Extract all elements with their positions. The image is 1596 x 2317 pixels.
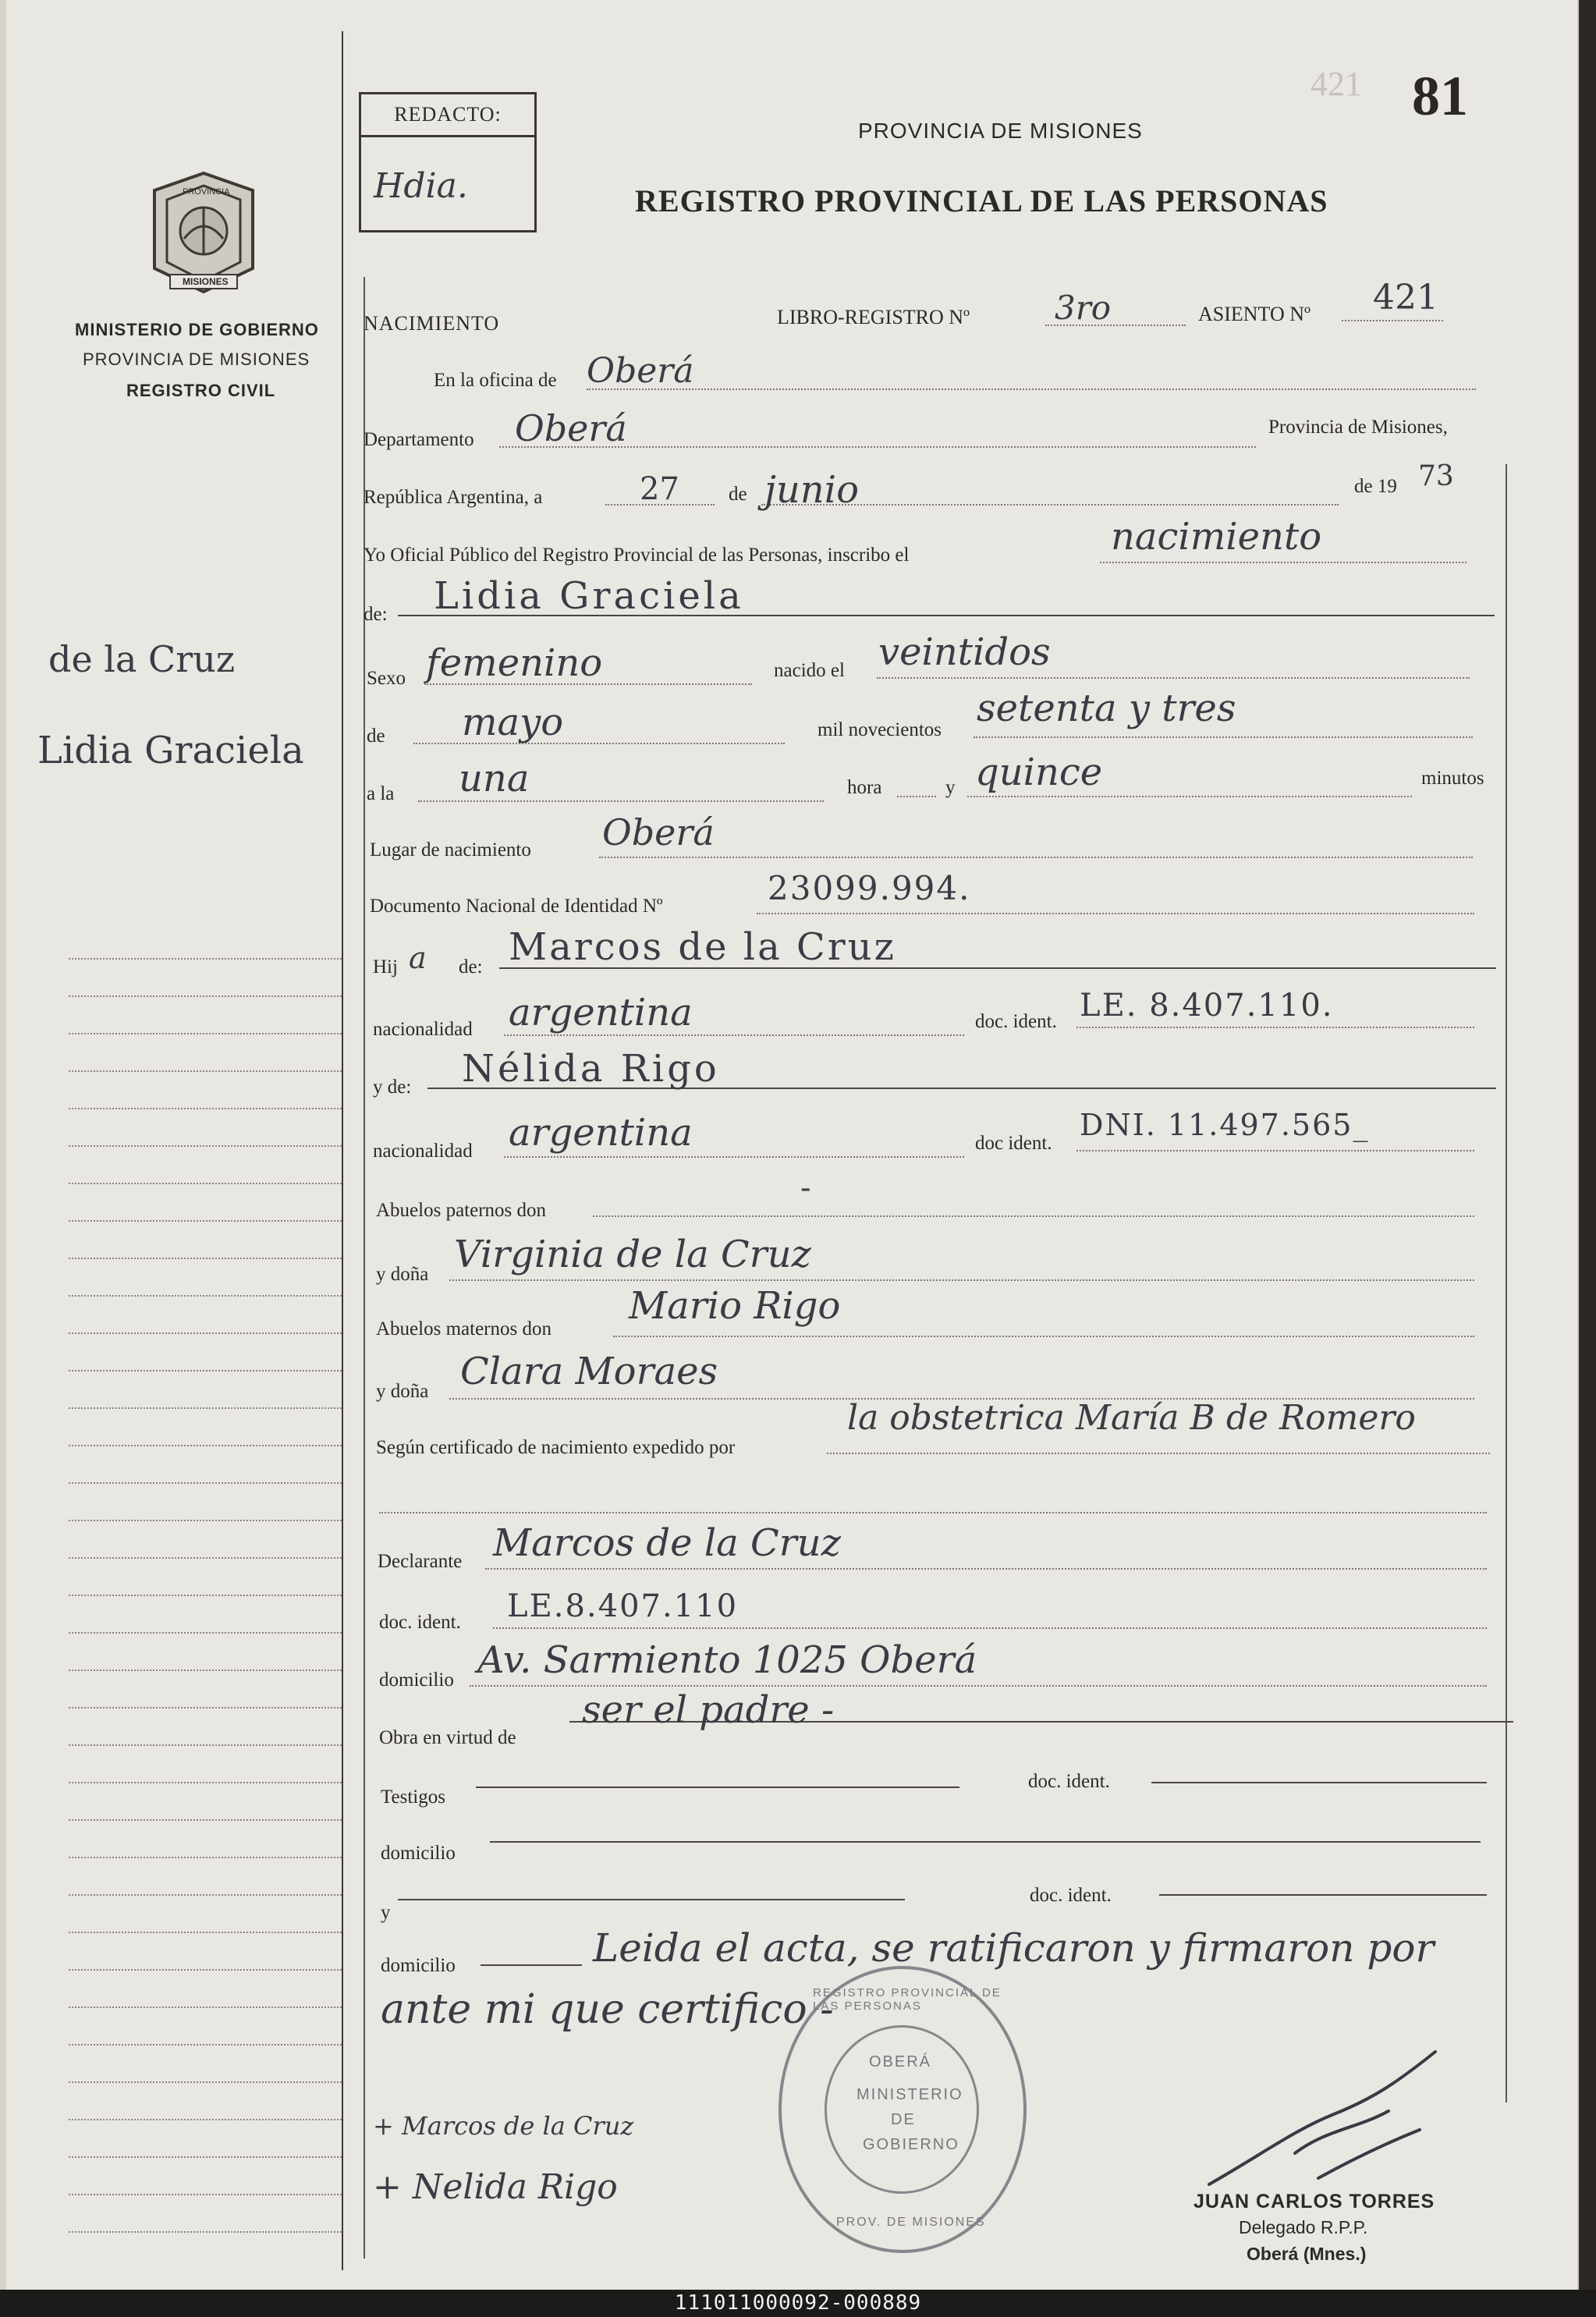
margin-line	[69, 1145, 342, 1147]
inscribo-line	[1100, 562, 1467, 563]
margin-line	[69, 2194, 342, 2195]
margin-line	[69, 2156, 342, 2158]
mil-label: mil novecientos	[818, 719, 942, 740]
margin-line	[69, 1595, 342, 1596]
header-registry-title: REGISTRO PROVINCIAL DE LAS PERSONAS	[635, 183, 1328, 218]
margin-line	[69, 2044, 342, 2046]
margin-line	[69, 1969, 342, 1971]
stamp-center-line2: MINISTERIO	[857, 2086, 963, 2103]
margin-line	[69, 1332, 342, 1334]
dia-value: 27	[640, 471, 679, 507]
nombre-label: de:	[364, 604, 388, 625]
seal-top-text: PROVINCIA	[183, 187, 230, 197]
dni-line	[757, 913, 1474, 914]
abuela-paterna-line	[449, 1279, 1474, 1281]
margin-line	[69, 1782, 342, 1783]
officer-title: Delegado R.P.P.	[1239, 2217, 1368, 2237]
margin-line	[69, 2119, 342, 2120]
dni-value: 23099.994.	[768, 869, 971, 907]
abuela-paterna-value: Virginia de la Cruz	[454, 1233, 811, 1276]
domicilio-2-label: domicilio	[381, 1955, 456, 1976]
margin-line	[69, 1220, 342, 1222]
anio-label: de 19	[1354, 476, 1397, 497]
margin-line	[69, 2081, 342, 2083]
mil-line	[974, 736, 1473, 738]
redacto-box	[359, 92, 537, 232]
abuela-paterna-label: y doña	[376, 1264, 429, 1285]
testigo-2-label: y	[381, 1902, 391, 1923]
margin-note-names: Lidia Graciela	[37, 729, 304, 772]
margin-line	[69, 1857, 342, 1858]
madre-doc-value: DNI. 11.497.565_	[1080, 1108, 1370, 1142]
margin-line	[69, 1557, 342, 1559]
nombre-value: Lidia Graciela	[434, 574, 744, 618]
testigos-doc-line	[1151, 1782, 1487, 1783]
folio-faint: 421	[1310, 65, 1362, 103]
margin-line	[69, 1819, 342, 1821]
hijo-suffix: a	[409, 941, 427, 975]
nacido-value: veintidos	[878, 630, 1051, 674]
domicilio-2-line	[481, 1964, 582, 1966]
certificado-value: la obstetrica María B de Romero	[847, 1398, 1416, 1438]
margin-line	[69, 1894, 342, 1896]
dni-label: Documento Nacional de Identidad Nº	[370, 896, 663, 917]
officer-name: JUAN CARLOS TORRES	[1193, 2191, 1435, 2212]
stamp-ring-text-bottom: PROV. DE MISIONES	[836, 2216, 986, 2229]
padre-value: Marcos de la Cruz	[509, 925, 896, 969]
margin-line	[69, 958, 342, 960]
oficina-line	[587, 389, 1476, 390]
record-type: NACIMIENTO	[364, 312, 500, 335]
minutos-line	[967, 796, 1412, 797]
margin-line	[69, 2231, 342, 2233]
asiento-label: ASIENTO Nº	[1198, 303, 1311, 325]
official-stamp	[778, 1966, 1027, 2253]
closing-statement-line2: ante mi que certifico -	[381, 1986, 834, 2033]
seal-bottom-text: MISIONES	[183, 276, 229, 287]
certificado-line-2	[379, 1512, 1487, 1513]
padre-nacionalidad-value: argentina	[509, 991, 693, 1034]
coat-of-arms-seal	[139, 167, 268, 298]
mil-value: setenta y tres	[977, 687, 1236, 730]
madre-doc-line	[1076, 1150, 1474, 1151]
abuelos-paternos-label: Abuelos paternos don	[376, 1200, 547, 1221]
declarante-value: Marcos de la Cruz	[493, 1521, 841, 1565]
oficina-label: En la oficina de	[434, 370, 557, 391]
margin-line	[69, 1482, 342, 1484]
abuelos-paternos-line	[593, 1215, 1474, 1217]
hora-label: hora	[847, 777, 882, 798]
testigos-doc-label: doc. ident.	[1028, 1771, 1110, 1792]
obra-value: ser el padre -	[582, 1688, 835, 1732]
certificado-line	[827, 1453, 1490, 1454]
testigos-line	[476, 1787, 959, 1788]
sexo-value: femenino	[426, 641, 603, 685]
testigo-2-line	[398, 1899, 905, 1900]
nacido-label: nacido el	[774, 660, 845, 681]
mes-value: junio	[764, 468, 859, 512]
provincia-suffix: Provincia de Misiones,	[1268, 417, 1448, 438]
abuelos-maternos-label: Abuelos maternos don	[376, 1318, 552, 1339]
madre-nacionalidad-value: argentina	[509, 1111, 693, 1155]
signature-declarante: + Marcos de la Cruz	[373, 2111, 634, 2141]
ministry-title: MINISTERIO DE GOBIERNO	[75, 320, 319, 339]
padre-doc-line	[1076, 1027, 1474, 1028]
declarante-domicilio-line	[470, 1685, 1487, 1687]
testigo-2-doc-label: doc. ident.	[1030, 1885, 1112, 1906]
departamento-value: Oberá	[515, 407, 627, 449]
republica-label: República Argentina, a	[364, 487, 543, 508]
abuelos-paternos-don-value: -	[800, 1170, 811, 1206]
asiento-value: 421	[1373, 278, 1438, 318]
folio-number: 81	[1412, 65, 1468, 127]
declarante-line	[485, 1568, 1487, 1570]
margin-line	[69, 1932, 342, 1933]
margin-line	[69, 1445, 342, 1446]
nacido-mes-label: de	[367, 726, 385, 747]
hora-y-line	[897, 796, 936, 797]
madre-value: Nélida Rigo	[462, 1047, 720, 1091]
padre-doc-label: doc. ident.	[975, 1011, 1057, 1032]
nacido-mes-value: mayo	[462, 701, 564, 744]
margin-line	[69, 1258, 342, 1259]
oficial-declaration: Yo Oficial Público del Registro Provincial de las Personas, inscribo el	[364, 545, 910, 566]
declarante-doc-value: LE.8.407.110	[507, 1588, 739, 1624]
margin-line	[69, 1295, 342, 1297]
madre-label: y de:	[373, 1077, 412, 1098]
civil-registry: REGISTRO CIVIL	[126, 381, 276, 400]
ministry-province: PROVINCIA DE MISIONES	[83, 350, 310, 369]
padre-doc-value: LE. 8.407.110.	[1080, 988, 1334, 1024]
abuela-materna-label: y doña	[376, 1381, 429, 1402]
padre-nacionalidad-line	[504, 1034, 964, 1036]
margin-line	[69, 1183, 342, 1184]
stamp-ring-text-top: REGISTRO PROVINCIAL DE LAS PERSONAS	[813, 1986, 1002, 2013]
minutos-value: quince	[975, 750, 1103, 794]
form-right-border	[1506, 464, 1507, 2102]
minutos-label: minutos	[1421, 768, 1484, 789]
margin-line	[69, 1707, 342, 1708]
redacto-label: REDACTO:	[361, 94, 534, 137]
hijo-label-de: de:	[459, 956, 483, 978]
madre-nacionalidad-label: nacionalidad	[373, 1141, 473, 1162]
hora-prefix-label: a la	[367, 783, 395, 804]
testigo-2-doc-line	[1159, 1894, 1487, 1896]
declarante-doc-line	[493, 1627, 1487, 1629]
stamp-center-line4: GOBIERNO	[863, 2136, 959, 2153]
lugar-line	[599, 857, 1473, 858]
margin-line	[69, 2007, 342, 2008]
hora-line	[418, 800, 824, 802]
abuela-materna-value: Clara Moraes	[460, 1350, 718, 1393]
anio-value: 73	[1418, 460, 1454, 492]
inscribo-value: nacimiento	[1111, 515, 1322, 559]
left-column-divider	[342, 31, 343, 2270]
madre-doc-label: doc ident.	[975, 1133, 1052, 1154]
officer-place: Oberá (Mnes.)	[1247, 2244, 1367, 2264]
abuelos-maternos-line	[613, 1336, 1474, 1337]
obra-label: Obra en virtud de	[379, 1727, 516, 1748]
asiento-line	[1342, 320, 1443, 321]
declarante-domicilio-value: Av. Sarmiento 1025 Oberá	[477, 1638, 977, 1682]
sexo-label: Sexo	[367, 668, 406, 689]
libro-value: 3ro	[1055, 289, 1112, 327]
testigos-label: Testigos	[381, 1787, 445, 1808]
declarante-doc-label: doc. ident.	[379, 1612, 461, 1633]
lugar-label: Lugar de nacimiento	[370, 839, 531, 860]
margin-line	[69, 1033, 342, 1034]
closing-statement-line1: Leida el acta, se ratificaron y firmaron por	[593, 1925, 1435, 1971]
margin-line	[69, 1407, 342, 1409]
margin-line	[69, 1744, 342, 1746]
margin-line	[69, 1632, 342, 1634]
lugar-value: Oberá	[602, 811, 715, 853]
nacido-line	[877, 677, 1470, 679]
redacto-value: Hdia.	[374, 166, 468, 206]
margin-line	[69, 1669, 342, 1671]
stamp-inner-ring	[825, 2025, 979, 2194]
binding-edge	[0, 0, 6, 2290]
form-left-border	[364, 277, 365, 2258]
minutos-y-label: y	[945, 777, 956, 798]
stamp-center-line3: DE	[891, 2111, 916, 2128]
margin-line	[69, 1370, 342, 1371]
margin-note-surname: de la Cruz	[48, 638, 236, 680]
margin-line	[69, 1108, 342, 1109]
padre-nacionalidad-label: nacionalidad	[373, 1019, 473, 1040]
oficina-value: Oberá	[587, 351, 694, 391]
declarante-label: Declarante	[378, 1551, 463, 1572]
mes-de-label: de	[729, 484, 747, 505]
hora-value: una	[459, 757, 530, 800]
document-id-band: 111011000092-000889	[0, 2290, 1596, 2317]
testigos-domicilio-line	[490, 1841, 1481, 1843]
margin-line	[69, 995, 342, 997]
signature-madre: + Nelida Rigo	[373, 2167, 618, 2207]
madre-nacionalidad-line	[504, 1156, 964, 1158]
header-province: PROVINCIA DE MISIONES	[858, 119, 1143, 143]
margin-line	[69, 1520, 342, 1521]
abuelo-materno-value: Mario Rigo	[629, 1284, 841, 1328]
certificado-label: Según certificado de nacimiento expedido por	[376, 1437, 736, 1458]
declarante-domicilio-label: domicilio	[379, 1669, 454, 1691]
margin-line	[69, 1070, 342, 1072]
hijo-label-prefix: Hij	[373, 956, 398, 978]
departamento-label: Departamento	[364, 429, 474, 450]
stamp-center-line1: OBERÁ	[869, 2053, 932, 2070]
officer-signature	[1201, 2036, 1482, 2192]
testigos-domicilio-label: domicilio	[381, 1843, 456, 1864]
libro-label: LIBRO-REGISTRO Nº	[777, 306, 970, 328]
